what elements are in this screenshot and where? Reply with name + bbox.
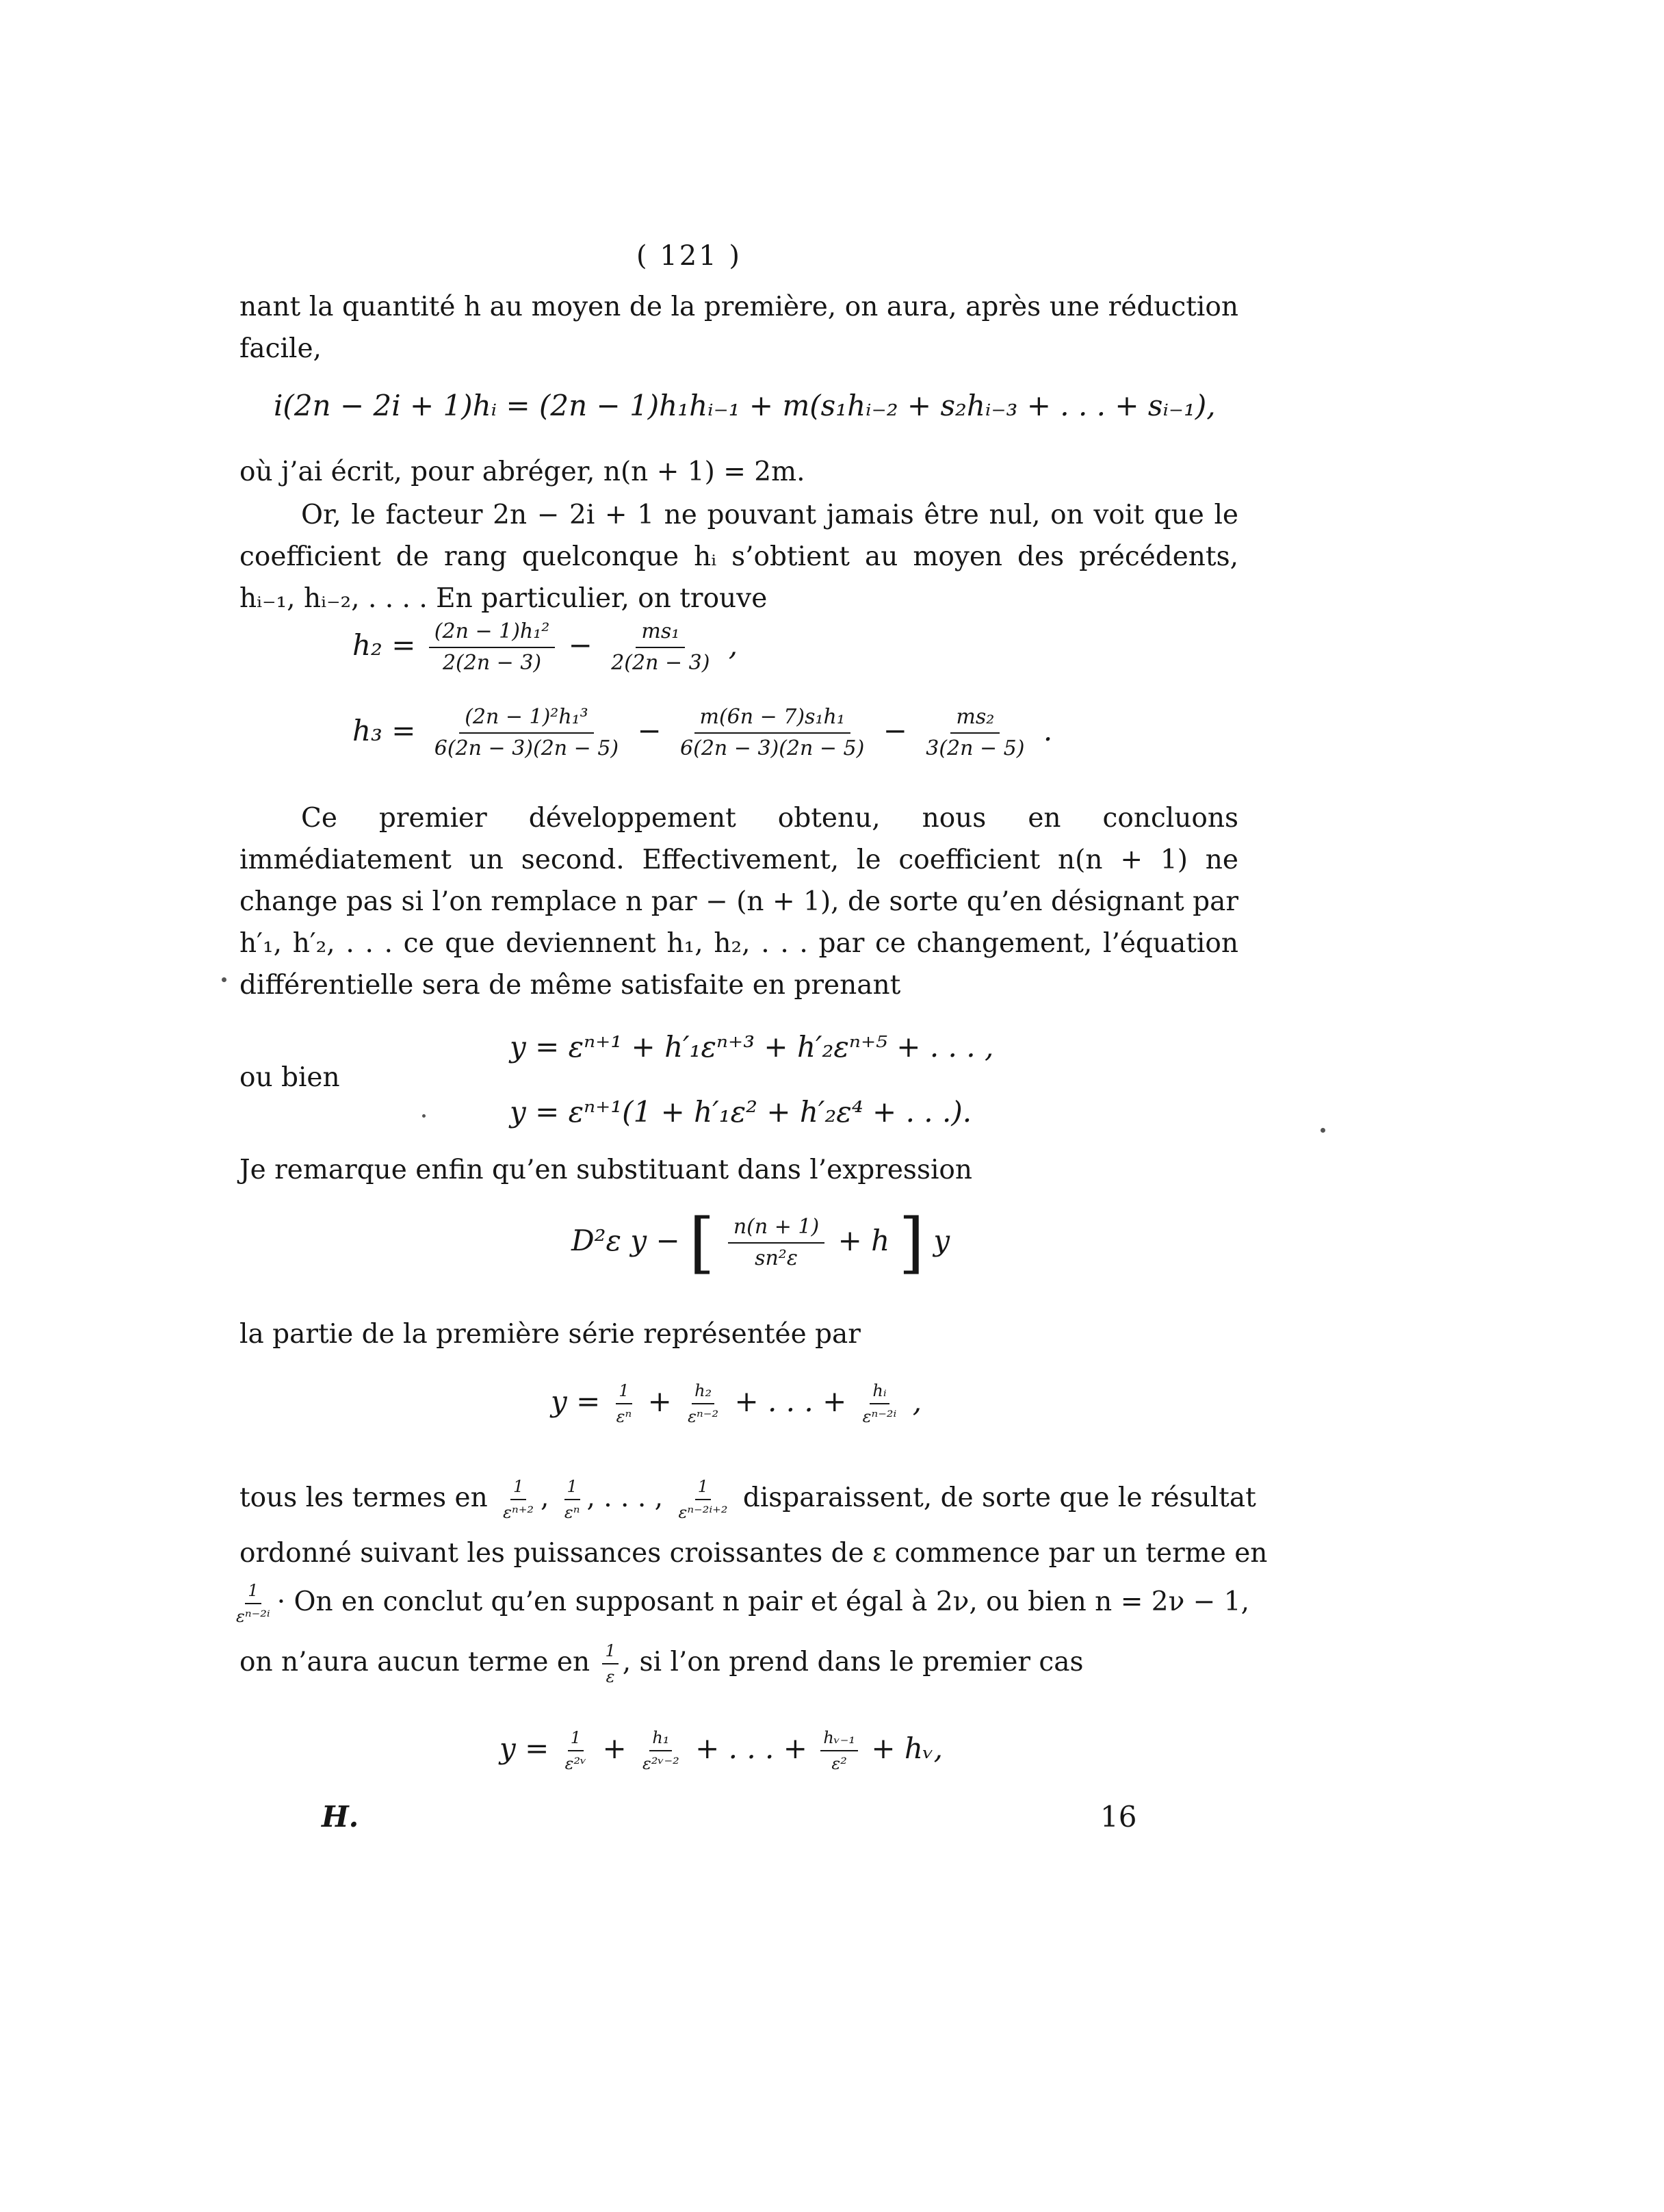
- eq3-f3-numerator: ms₂: [950, 705, 1000, 734]
- eq2-f2-denominator: 2(2n − 3): [611, 651, 710, 675]
- p7-text-c: , . . . ,: [586, 1482, 664, 1513]
- eq8-f3-numerator: hᵥ₋₁: [820, 1728, 858, 1751]
- eq8-f1-numerator: 1: [568, 1728, 584, 1751]
- p7-f4-numerator: 1: [245, 1581, 261, 1604]
- eq6-fraction: [728, 1215, 824, 1271]
- scan-speck: [222, 977, 226, 982]
- p7-fraction-4: [233, 1581, 273, 1626]
- p7-text-f: on n’aura aucun terme en: [239, 1647, 590, 1677]
- paragraph-7-line-1: [239, 1477, 1256, 1522]
- eq2-f2-numerator: ms₁: [636, 619, 685, 648]
- p7-f5-denominator: ε: [606, 1667, 615, 1686]
- signature-mark: H.: [322, 1800, 359, 1834]
- equation-y-series: y = εⁿ⁺¹ + h′₁εⁿ⁺³ + h′₂εⁿ⁺⁵ + . . . ,: [510, 1030, 994, 1064]
- eq7-fraction-1: [614, 1381, 635, 1426]
- eq8-plus-1: +: [602, 1732, 627, 1765]
- left-bracket-icon: [: [689, 1205, 715, 1281]
- eq7-f2-denominator: εⁿ⁻²: [688, 1407, 719, 1426]
- eq8-f2-numerator: h₁: [649, 1728, 672, 1751]
- equation-h2: [352, 619, 738, 676]
- p7-f3-numerator: 1: [695, 1477, 711, 1500]
- equation-first-case: [499, 1728, 943, 1773]
- eq3-period: .: [1043, 714, 1053, 747]
- eq3-f2-denominator: 6(2n − 3)(2n − 5): [680, 736, 865, 760]
- eq8-fraction-1: [562, 1728, 589, 1773]
- eq8-ellipsis: + . . . +: [695, 1732, 807, 1765]
- eq3-fraction-1: [429, 705, 624, 761]
- eq7-f1-numerator: 1: [616, 1381, 632, 1404]
- eq2-fraction-1: [429, 619, 556, 676]
- eq8-lhs: y =: [499, 1732, 549, 1765]
- p7-f4-denominator: εⁿ⁻²ⁱ: [236, 1607, 270, 1626]
- eq7-comma: ,: [912, 1385, 922, 1418]
- eq3-f1-denominator: 6(2n − 3)(2n − 5): [434, 736, 619, 760]
- ou-bien-label: ou bien: [239, 1062, 340, 1093]
- eq6-numerator: n(n + 1): [728, 1215, 824, 1244]
- p7-f2-numerator: 1: [564, 1477, 580, 1500]
- eq2-minus: −: [568, 628, 593, 662]
- eq2-lhs: h₂ =: [352, 628, 416, 662]
- eq3-f1-numerator: (2n − 1)²h₁³: [459, 705, 594, 734]
- eq6-denominator: sn²ε: [755, 1246, 798, 1270]
- p7-f3-denominator: εⁿ⁻²ⁱ⁺²: [678, 1503, 728, 1522]
- eq7-f3-numerator: hᵢ: [870, 1381, 889, 1404]
- page-header: ( 121 ): [636, 240, 742, 272]
- eq6-operator: D²ε y −: [571, 1224, 680, 1257]
- right-bracket-icon: ]: [898, 1205, 924, 1281]
- p7-fraction-5: [602, 1641, 618, 1686]
- p7-fraction-3: [675, 1477, 730, 1522]
- eq2-fraction-2: [606, 619, 715, 676]
- p7-text-g: , si l’on prend dans le premier cas: [622, 1647, 1084, 1677]
- eq3-minus-2: −: [883, 714, 907, 747]
- eq8-f1-denominator: ε²ᵛ: [564, 1754, 587, 1773]
- eq6-y: y: [933, 1224, 950, 1257]
- eq8-f3-denominator: ε²: [831, 1754, 847, 1773]
- eq8-fraction-2: [640, 1728, 682, 1773]
- eq3-f2-numerator: m(6n − 7)s₁h₁: [694, 705, 850, 734]
- eq3-minus-1: −: [637, 714, 662, 747]
- eq7-lhs: y =: [551, 1385, 601, 1418]
- paragraph-1: nant la quantité h au moyen de la première, on aura, après une réduction facile,: [239, 292, 1238, 364]
- eq8-end: + hᵥ,: [871, 1732, 943, 1765]
- eq7-fraction-2: [685, 1381, 721, 1426]
- paragraph-6: la partie de la première série représentée par: [239, 1319, 861, 1350]
- eq2-comma: ,: [728, 628, 738, 662]
- scan-speck: [422, 1114, 426, 1118]
- p7-f2-denominator: εⁿ: [564, 1503, 580, 1522]
- eq2-f1-denominator: 2(2n − 3): [442, 651, 542, 675]
- p7-text-d: disparaissent, de sorte que le résultat: [742, 1482, 1256, 1513]
- page-folio: 16: [1100, 1800, 1137, 1834]
- eq2-f1-numerator: (2n − 1)h₁²: [429, 619, 556, 648]
- p7-f1-denominator: εⁿ⁺²: [503, 1503, 534, 1522]
- eq7-plus-1: +: [647, 1385, 672, 1418]
- eq3-f3-denominator: 3(2n − 5): [926, 736, 1025, 760]
- p7-f5-numerator: 1: [602, 1641, 618, 1664]
- p7-text-e: · On en conclut qu’en supposant n pair et égal à 2ν, ou bien n = 2ν − 1,: [276, 1586, 1249, 1617]
- equation-first-series-part: [551, 1381, 922, 1426]
- eq7-f3-denominator: εⁿ⁻²ⁱ: [862, 1407, 897, 1426]
- paragraph-7-line-3: [229, 1581, 1249, 1626]
- eq3-fraction-2: [675, 705, 870, 761]
- eq8-f2-denominator: ε²ᵛ⁻²: [642, 1754, 679, 1773]
- paragraph-3: Or, le facteur 2n − 2i + 1 ne pouvant jamais être nul, on voit que le coefficient de rang quelconque hᵢ s’obtient au moyen des précédents, hᵢ₋₁, hᵢ₋₂, . . . . En particulier, on trouve: [239, 500, 1238, 614]
- eq7-f2-numerator: h₂: [692, 1381, 714, 1404]
- p7-text-a: tous les termes en: [239, 1482, 488, 1513]
- eq3-fraction-3: [920, 705, 1030, 761]
- p7-fraction-2: [562, 1477, 583, 1522]
- eq7-f1-denominator: εⁿ: [616, 1407, 632, 1426]
- p7-text-b: ,: [541, 1482, 549, 1513]
- p7-fraction-1: [500, 1477, 536, 1522]
- p7-f1-numerator: 1: [510, 1477, 526, 1500]
- eq7-ellipsis: + . . . +: [734, 1385, 847, 1418]
- equation-h3: [352, 705, 1052, 761]
- paragraph-4: Ce premier développement obtenu, nous en concluons immédiatement un second. Effectivement, le coefficient n(n + 1) ne change pas si l’on remplace n par − (n + 1), de sorte qu’en désignant par h′₁, h′₂, . . . ce que deviennent h₁, h₂, . . . par ce changement, l’équation différentielle sera de même satisfaite en prenant: [239, 803, 1238, 1001]
- eq6-plus-h: + h: [837, 1224, 890, 1257]
- eq8-fraction-3: [820, 1728, 858, 1773]
- paragraph-5: Je remarque enfin qu’en substituant dans l’expression: [239, 1155, 973, 1185]
- scan-speck: [1321, 1128, 1325, 1133]
- equation-y-factored: y = εⁿ⁺¹(1 + h′₁ε² + h′₂ε⁴ + . . .).: [510, 1095, 972, 1129]
- equation-differential-operator: [571, 1205, 950, 1281]
- paragraph-7-line-4: [239, 1641, 1084, 1686]
- equation-recurrence: i(2n − 2i + 1)hᵢ = (2n − 1)h₁hᵢ₋₁ + m(s₁hᵢ₋₂ + s₂hᵢ₋₃ + . . . + sᵢ₋₁),: [274, 389, 1216, 422]
- eq3-lhs: h₃ =: [352, 714, 416, 747]
- eq7-fraction-3: [860, 1381, 900, 1426]
- paragraph-2: où j’ai écrit, pour abréger, n(n + 1) = 2m.: [239, 456, 805, 487]
- paragraph-7-line-2: ordonné suivant les puissances croissantes de ε commence par un terme en: [239, 1538, 1268, 1569]
